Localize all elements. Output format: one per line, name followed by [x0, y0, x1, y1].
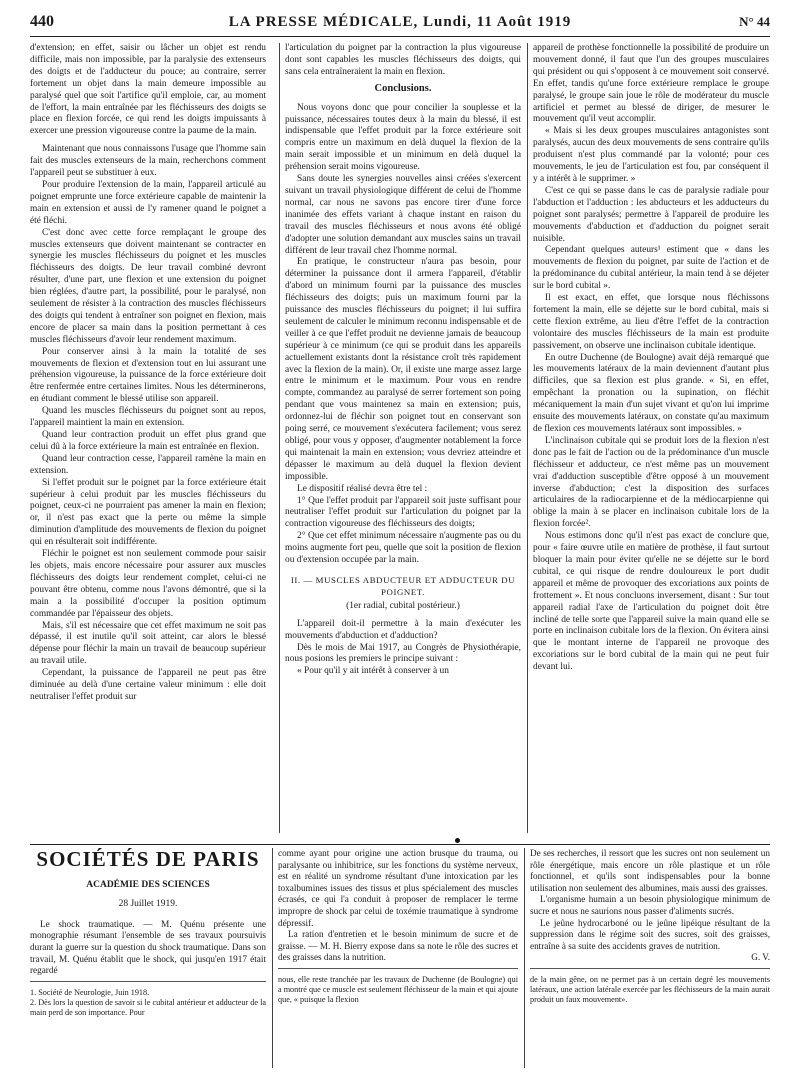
paragraph: « Mais si les deux groupes musculaires antagonistes sont paralysés, aucun des deux mouvements de sens contraire qu'ils produisent n'est plus commandé par la volonté; pour ces mouvements, le jeu de l'articulation est fou, par conséquent il y a intérêt à le supprimer. » — [533, 126, 769, 184]
paragraph: comme ayant pour origine une action brusque du trauma, ou paralysante ou inhibitrice, sur les fonctions du système nerveux, est en réalité un syndrome résultant d'une intoxication par les toxalbumines issues des tissus et plus spécialement des muscles écrasés, ce qui l'a conduit à proposer de remplacer le terme impropre de shock par celui de toxémie traumatique à syndrome dépressif. — [278, 848, 518, 928]
paragraph: Nous voyons donc que pour concilier la souplesse et la puissance, nécessaires toutes deux à la main du blessé, il est indispensable que l'effet produit par la force extérieure soit compris entre un maximum en delà duquel la flexion de la main serait impossible et un minimum en delà duquel la préhension serait moins vigoureuse. — [285, 102, 521, 173]
end-of-article-dot — [455, 838, 460, 843]
signature: G. V. — [751, 952, 770, 963]
section-heading: II. — MUSCLES ABDUCTEUR ET ADDUCTEUR DU POIGNET. — [290, 574, 516, 597]
paragraph: Pour conserver ainsi à la main la totalité de ses mouvements de flexion et d'extension tout en lui assurant une préhension vigoureuse, la puissance de la force extérieure doit être renfermée entre certaines limites. Nous les déterminerons, en étudiant comment le blessé utilise son appareil. — [30, 346, 266, 405]
paragraph: Le shock traumatique. — M. Quénu présente une monographie résumant l'ensemble de ses travaux poursuivis durant la guerre sur la question du shock traumatique. Dans son travail, M. Quénu établit que le shock, qui jusqu'en 1917 était regardé — [30, 918, 266, 976]
paragraph: Si l'effet produit sur le poignet par la force extérieure était supérieur à celui produit par les muscles fléchisseurs du poignet, ceux-ci ne pourraient pas amener la main en flexion; or, il n'est pas exact que la perte ou même la simple diminution d'amplitude des mouvements de flexion du poignet qui en résulterait soit indifférente. — [30, 477, 266, 548]
paragraph: Cependant quelques auteurs¹ estiment que « dans les mouvements de flexion du poignet, par suite de l'action et de la prédominance du cubital antérieur, la main tend à se déjeter sur le bord cubital ». — [533, 245, 769, 292]
paragraph: « Pour qu'il y ait intérêt à conserver à un — [297, 666, 449, 677]
article-column-2 — [285, 43, 521, 833]
footnote-rule — [278, 968, 518, 969]
footnote: 2. Dès lors la question de savoir si le cubital antérieur et adducteur de la main perd de son importance. Pour — [30, 997, 266, 1017]
column-divider — [527, 43, 528, 833]
societes-column-3 — [530, 848, 770, 1068]
page-number: 440 — [30, 13, 54, 30]
paragraph: 1° Que l'effet produit par l'appareil soit juste suffisant pour neutraliser l'effet produit sur l'articulation du poignet par la contraction vigoureuse des fléchisseurs des doigts; — [285, 495, 521, 530]
footnote-rule — [530, 968, 770, 969]
paragraph: l'articulation du poignet par la contraction la plus vigoureuse dont sont capables les muscles fléchisseurs des doigts, qui sans cela entraîneraient la main en flexion. — [285, 43, 521, 77]
paragraph: Maintenant que nous connaissons l'usage que l'homme sain fait des muscles extenseurs de la main, recherchons comment l'appareil peut se substituer à eux. — [30, 144, 266, 179]
paragraph: L'inclinaison cubitale qui se produit lors de la flexion n'est donc pas le fait de l'action ou de la prédominance d'un muscle fléchisseur et adducteur, ce n'est même pas un mouvement vrai d'adduction susceptible d'être opposé à un mouvement inverse d'abduction; c'est la disposition des surfaces articulaires de la radiocarpienne et de la médiocarpienne qui oblige la main à se placer en inclinaison cubitale lors de la flexion forcée². — [533, 435, 769, 530]
paragraph: Il est exact, en effet, que lorsque nous fléchissons fortement la main, elle se déjette sur le bord cubital, mais si cette flexion extrême, au lieu d'être l'effet de la contraction volontaire des muscles fléchisseurs de la main est produite passivement, on observe une inclinaison cubitale identique. — [533, 293, 769, 351]
paragraph: En outre Duchenne (de Boulogne) avait déjà remarqué que les mouvements latéraux de la main deviennent d'autant plus difficiles, que sa flexion est plus grande. « Si, en effet, empêchant la pronation ou la supination, on fléchit mécaniquement la main d'un sujet vivant et qu'on lui imprime ensuite des mouvements latéraux, on constate qu'au maximum de flexion ces mouvements latéraux sont impossibles. » — [533, 352, 769, 434]
paragraph: d'extension; en effet, saisir ou lâcher un objet est rendu difficile, mais non impossible, par la paralysie des extenseurs des doigts et de l'adducteur du pouce; au contraire, serrer fortement un objet dans la main demeure impossible au paralysé quel que soit l'artifice qu'il emploie, car, au moment de l'effort, la main entraînée par les fléchisseurs des doigts se place en flexion forcée, ce qui rend les doigts impuissants à exercer une pression vigoureuse contre la paume de la main. — [30, 43, 266, 137]
section-rule — [30, 844, 770, 845]
session-date: 28 Juillet 1919. — [118, 899, 178, 910]
paragraph: C'est donc avec cette force remplaçant le groupe des muscles extenseurs que doivent maintenant se contracter en synergie les muscles fléchisseurs du poignet et les muscles fléchisseurs des doigts. De leur travail combiné devront résulter, d'une part, une flexion et une extension du poignet bien réglées, d'autre part, la possibilité, pour le paralysé, non seulement de résister à la contraction des muscles fléchisseurs des doigts qui tendent à entraîner son poignet en flexion, mais encore de placer sa main dans la position permettant à ces muscles fléchisseurs d'avoir leur rendement maximum. — [30, 227, 266, 345]
paragraph: Le dispositif réalisé devra être tel : — [297, 483, 428, 494]
paragraph: Pour produire l'extension de la main, l'appareil articulé au poignet emprunte une force extérieure capable de maintenir la main en extension et aussi de l'y ramener quand le poignet a été fléchi. — [30, 179, 266, 226]
paragraph: La ration d'entretien et le besoin minimum de sucre et de graisse. — M. H. Bierry expose dans sa note le rôle des sucres et des graisses dans la nutrition. — [278, 929, 518, 963]
article-column-1 — [30, 43, 266, 833]
societes-column-2 — [278, 848, 518, 1068]
paragraph: 2° Que cet effet minimum nécessaire n'augmente pas ou du moins augmente fort peu, quelle que soit la position de flexion ou d'extension occupée par la main. — [285, 531, 521, 566]
paragraph: L'appareil doit-il permettre à la main d'exécuter les mouvements d'abduction et d'adduction? — [285, 618, 521, 641]
paragraph: Mais, s'il est nécessaire que cet effet maximum ne soit pas dépassé, il est inutile qu'il soit atteint, car alors le blessé dépense pour fléchir la main un travail de beaucoup supérieur au travail utile. — [30, 620, 266, 667]
issue-number: N° 44 — [739, 14, 770, 29]
paragraph: En pratique, le constructeur n'aura pas besoin, pour déterminer la puissance dont il armera l'appareil, d'établir d'abord un minimum fourni par la puissance des muscles fléchisseurs des doigts; puis un maximum fourni par la puissance des muscles fléchisseurs du poignet; il lui suffira seulement de calculer le minimum reconnu indispensable et de veiller à ce que l'effet produit ne devienne jamais de beaucoup supérieur à ce minimum (ce qui se produit dans les appareils actuellement existants dont la résistance croît très rapidement avec la flexion de la main). Or, il existe une marge assez large entre le minimum et le maximum. Pour vous en rendre compte, commandez au paralysé de serrer fortement son poing pendant que vous maintenez sa main en extension; puis, ordonnez-lui de fléchir son poignet tout en conservant son poing serré, ce mouvement s'exécutera facilement; vous serez obligé, pour vous y opposer, d'augmenter notablement la force qui maintenait la main en extension; vous devriez atteindre et dépasser le maximum au delà duquel la flexion devient impossible. — [285, 257, 521, 482]
section-subtitle: (1er radial, cubital postérieur.) — [346, 600, 460, 611]
column-divider — [272, 848, 273, 1068]
paragraph: Cependant, la puissance de l'appareil ne peut pas être diminuée au delà d'une certaine valeur minimum : elle doit neutraliser l'effet produit sur — [30, 668, 266, 702]
conclusions-heading: Conclusions. — [374, 82, 432, 94]
societes-column-1 — [30, 848, 266, 1068]
academie-heading: ACADÉMIE DES SCIENCES — [86, 879, 210, 890]
societes-title: SOCIÉTÉS DE PARIS — [36, 848, 260, 871]
paragraph: De ses recherches, il ressort que les sucres ont non seulement un rôle énergétique, mais encore un rôle plastique et un rôle fonctionnel, et qu'ils sont indispensables pour la bonne utilisation non seulement des albumines, mais aussi des graisses. — [530, 848, 770, 893]
page-header — [30, 10, 770, 34]
paragraph: C'est ce qui se passe dans le cas de paralysie radiale pour l'abduction et l'adduction : les abducteurs et les adducteurs du poignet sont paralysés; permettre à l'appareil de produire les mouvements d'abduction et d'adduction du poignet serait nuisible. — [533, 185, 769, 244]
paragraph: Sans doute les synergies nouvelles ainsi créées s'exercent suivant un travail physiologique différent de celui de l'homme normal, car nous ne savons pas encore tirer d'une force inanimée des effets variant à chaque instant en raison du travail des muscles fléchisseurs et nous avons été obligé d'adopter une solution demandant aux muscles sains un travail différent de leur travail chez l'homme normal. — [285, 174, 521, 256]
journal-title: LA PRESSE MÉDICALE, Lundi, 11 Août 1919 — [228, 13, 572, 30]
column-divider — [279, 43, 280, 833]
footnote-rule — [30, 981, 266, 982]
paragraph: Quand leur contraction produit un effet plus grand que celui dû à la force extérieure la main est entraînée en flexion. — [30, 430, 266, 452]
column-divider — [524, 848, 525, 1068]
footnote: 1. Société de Neurologie, Juin 1918. — [30, 987, 150, 997]
footnote: de la main gêne, on ne permet pas à un certain degré les mouvements latéraux, une action latérale exercée par les fléchisseurs de la main aurait produit un faux mouvement». — [530, 974, 770, 1004]
paragraph: Fléchir le poignet est non seulement commode pour saisir les objets, mais encore nécessaire pour assurer aux muscles fléchisseurs des doigts leur rendement complet, celui-ci ne pouvant être obtenu, comme nous l'avons démontré, que si la main a la possibilité d'occuper la position optimum commandée par l'épaisseur des objets. — [30, 549, 266, 619]
paragraph: Quand leur contraction cesse, l'appareil ramène la main en extension. — [30, 453, 266, 476]
paragraph: Dès le mois de Mai 1917, au Congrès de Physiothérapie, nous posions les premiers le principe suivant : — [285, 642, 521, 665]
paragraph: appareil de prothèse fonctionnelle la possibilité de produire un mouvement donné, il faut que l'un des groupes musculaires qui président ou qui s'opposent à ce mouvement soit conservé. En effet, tandis qu'une force extérieure remplace le groupe paralysé, le groupe sain joue le rôle de modérateur du muscle artificiel et permet au blessé de diriger, de mesurer le mouvement qu'il veut accomplir. — [533, 43, 769, 125]
header-rule — [30, 36, 770, 37]
paragraph: Le jeûne hydrocarboné ou le jeûne lipéique résultant de la suppression dans le régime soit des sucres, soit des graisses, entraîne à sa suite des accidents graves de nutrition. — [530, 917, 770, 951]
paragraph: Quand les muscles fléchisseurs du poignet sont au repos, l'appareil maintient la main en extension. — [30, 406, 266, 429]
footnote: nous, elle reste tranchée par les travaux de Duchenne (de Boulogne) qui a montré que ce muscle est seulement fléchisseur de la main et qui ajoute que, « puisque la flexion — [278, 974, 518, 1004]
paragraph: Nous estimons donc qu'il n'est pas exact de conclure que, pour « faire œuvre utile en matière de prothèse, il faut surtout bloquer la main pour éviter qu'elle ne se déjette sur le bord cubital, ce qui risque de rendre douloureux le port dudit appareil et même de provoquer des excoriations aux points de frottement ». Et nous concluons inversement, disant : Sur tout appareil radial l'axe de l'articulation du poignet doit être incliné de telle sorte que l'appareil suive la main quand elle se porte en inclinaison cubitale lors de la flexion. On évitera ainsi que le montant interne de l'appareil ne provoque des excoriations sur le bord cubital de la main qui ne peut fuir devant lui. — [533, 531, 769, 673]
paragraph: L'organisme humain a un besoin physiologique minimum de sucre et nous ne saurions nous passer d'aliments sucrés. — [530, 894, 770, 916]
article-column-3 — [533, 43, 769, 833]
